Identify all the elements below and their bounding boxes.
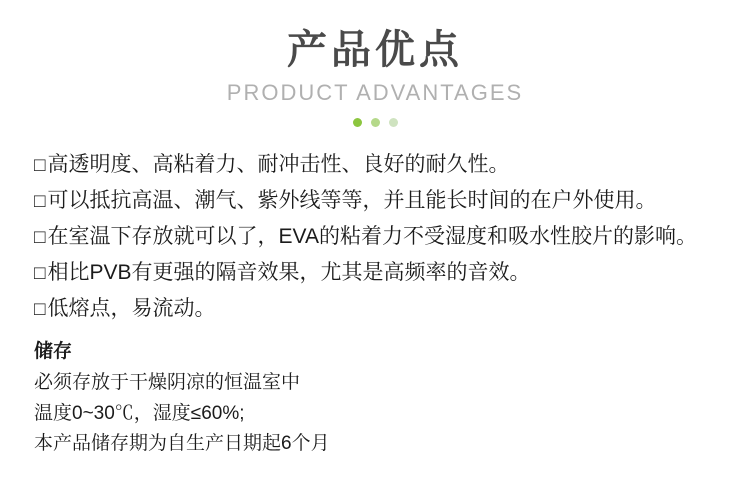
list-item — [34, 147, 716, 183]
checkbox-icon: □ — [34, 299, 46, 321]
storage-line: 本产品储存期为自生产日期起6个月 — [34, 433, 330, 455]
decorative-dots — [0, 118, 750, 127]
list-item-text: 在室温下存放就可以了，EVA的粘着力不受湿度和吸水性胶片的影响。 — [47, 225, 697, 249]
dot-icon-1 — [353, 118, 362, 127]
list-item-text: 低熔点，易流动。 — [47, 297, 216, 321]
page-title: 产品优点 — [287, 28, 463, 72]
list-item-text: 相比PVB有更强的隔音效果，尤其是高频率的音效。 — [47, 261, 531, 285]
list-item-text: 可以抵抗高温、潮气、紫外线等等，并且能长时间的在户外使用。 — [47, 189, 657, 213]
list-item — [34, 255, 716, 291]
dot-icon-3 — [389, 118, 398, 127]
storage-line: 温度0~30℃，湿度≤60%; — [34, 402, 245, 424]
page-subtitle: PRODUCT ADVANTAGES — [226, 80, 524, 105]
checkbox-icon: □ — [34, 191, 46, 213]
checkbox-icon: □ — [34, 263, 46, 285]
storage-section — [0, 336, 750, 461]
checkbox-icon: □ — [34, 155, 46, 176]
storage-heading: 储存 — [34, 340, 73, 362]
list-item-text: 高透明度、高粘着力、耐冲击性、良好的耐久性。 — [47, 153, 510, 176]
list-item — [34, 291, 716, 327]
checkbox-icon: □ — [34, 227, 46, 249]
advantages-list — [0, 147, 750, 328]
storage-line: 必须存放于干燥阴凉的恒温室中 — [34, 371, 301, 393]
list-item — [34, 219, 716, 255]
dot-icon-2 — [371, 118, 380, 127]
list-item — [34, 183, 716, 219]
page-header — [0, 0, 750, 127]
